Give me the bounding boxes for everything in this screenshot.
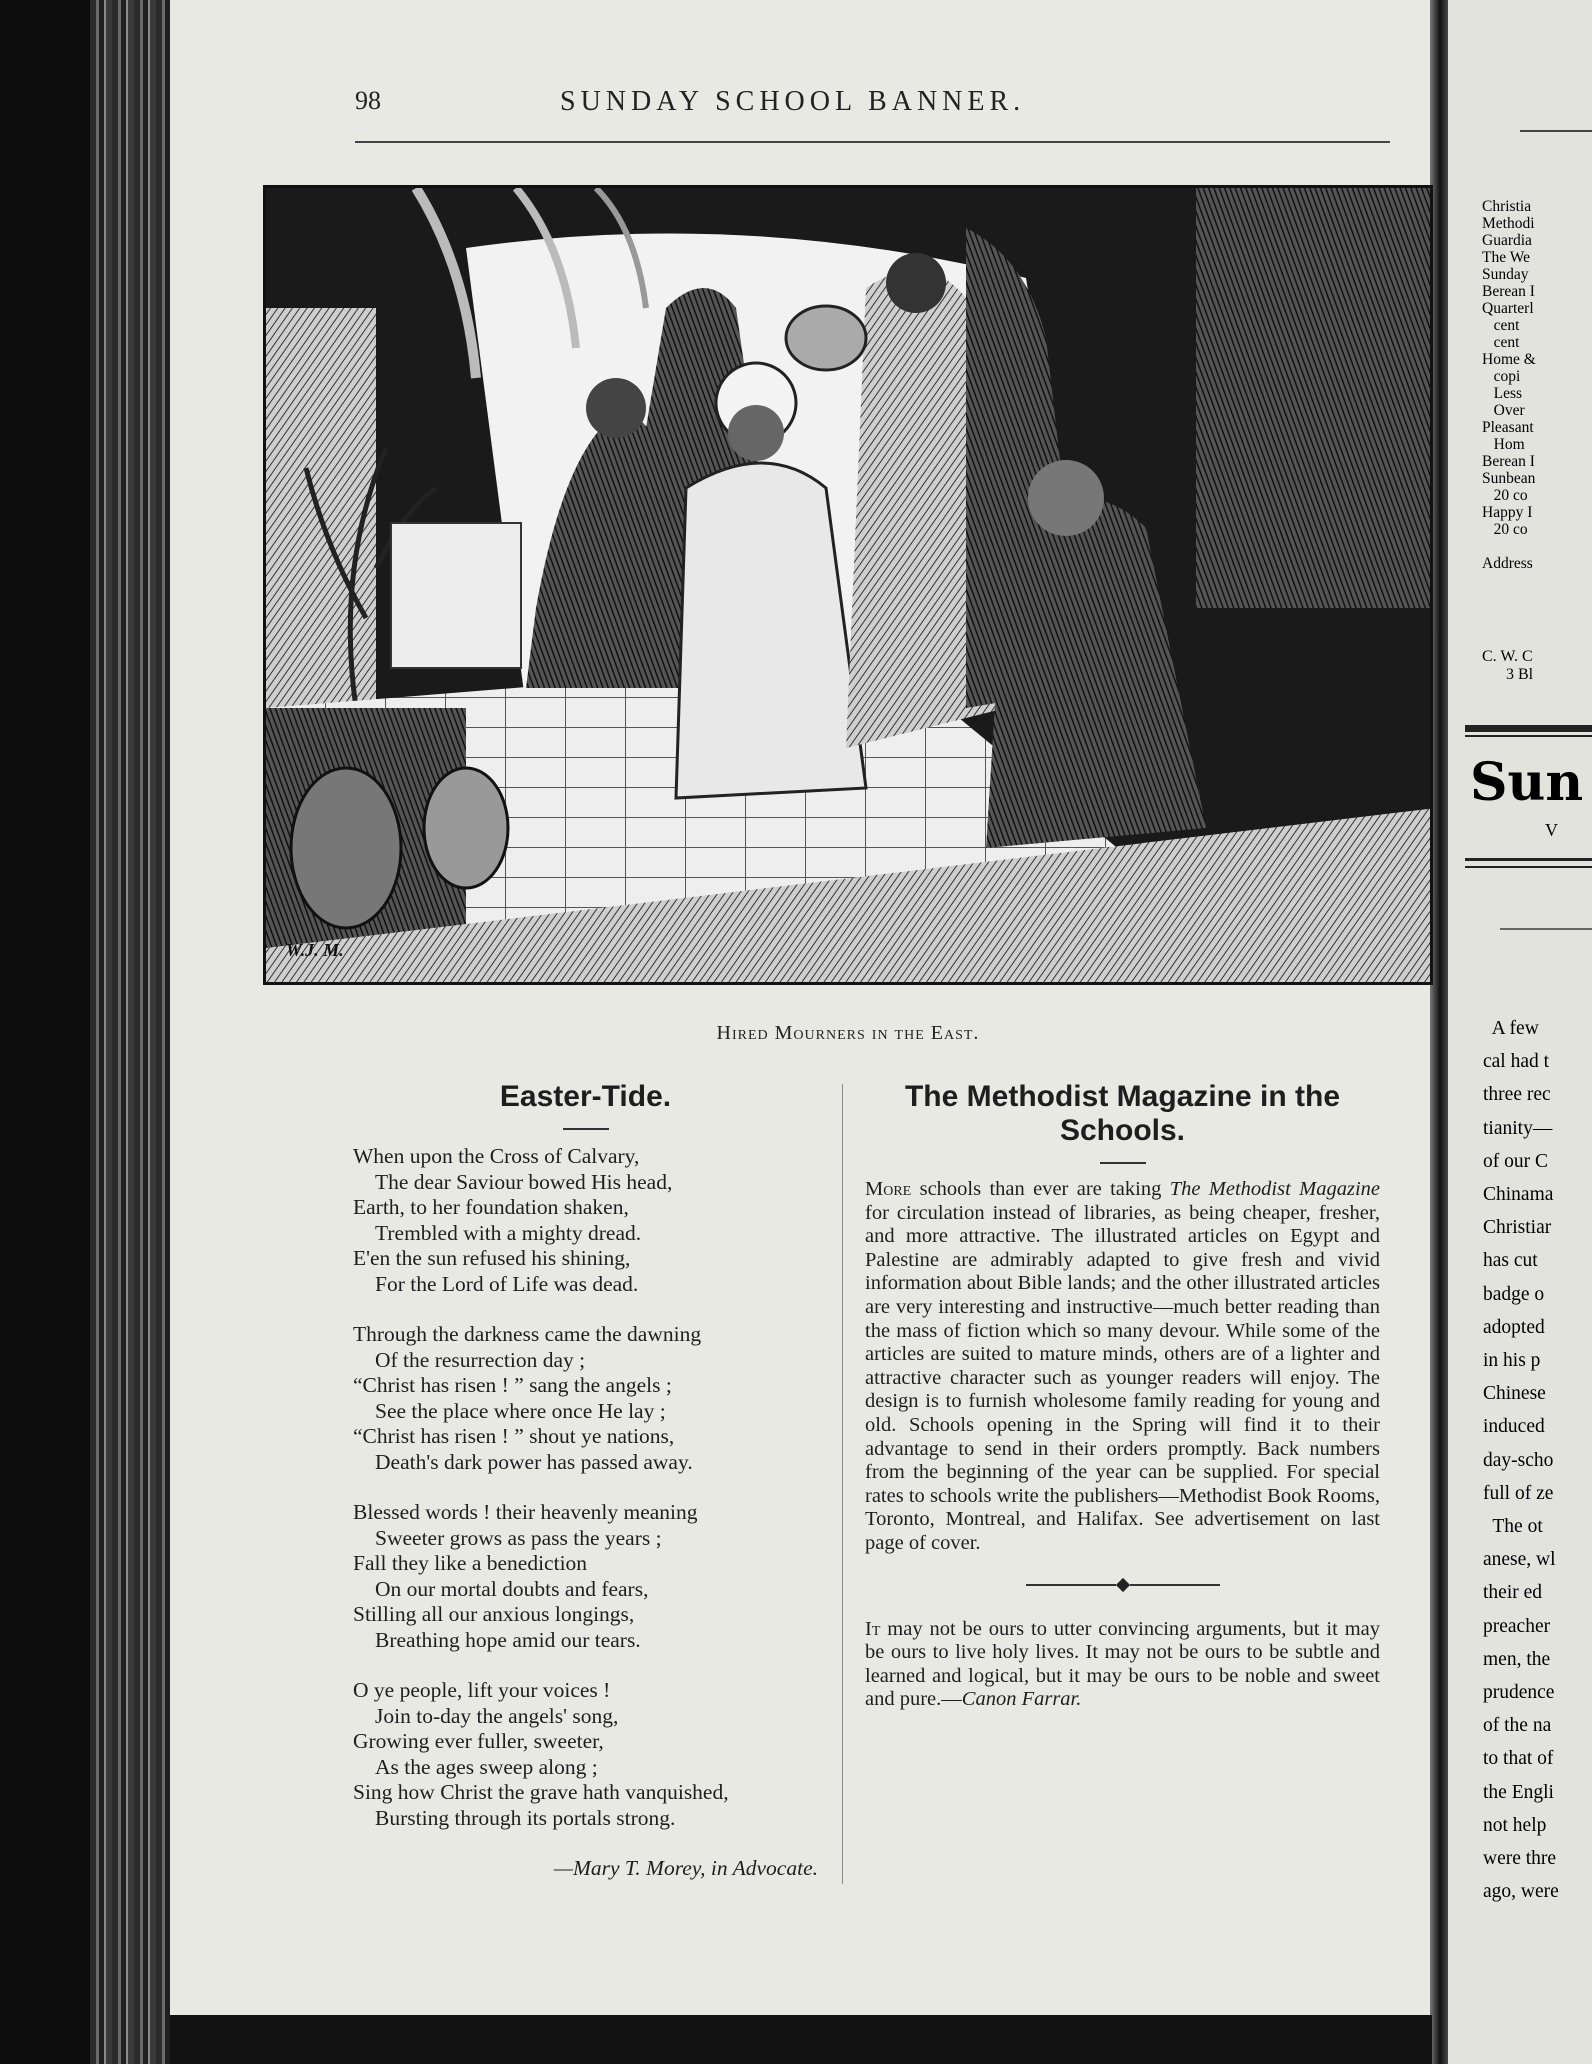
poem-stanza	[353, 1500, 818, 1653]
poem-line: For the Lord of Life was dead.	[375, 1271, 639, 1296]
poem-line: See the place where once He lay ;	[375, 1398, 666, 1423]
engraving-illustration	[263, 185, 1433, 985]
article-body: More schools than ever are taking The Methodist Magazine for circulation instead of libraries, as being cheaper, fresher, and more attractive. The illustrated articles on Egypt and Palestine are admirably adapted to give fresh and vivid information about Bible lands; and the other illustrated articles are very interesting and instructive—much better reading than the mass of fiction which so many devour. While some of the articles are suited to mature minds, others are of a lighter and attractive character such as younger readers will enjoy. The design is to furnish wholesome family reading for young and old. Schools opening in the Spring will find it to their advantage to send in their orders promptly. Back numbers from the beginning of the year can be supplied. For special rates to schools write the publishers—Methodist Book Rooms, Toronto, Montreal, and Halifax. See advertisement on last page of cover.	[865, 1178, 1380, 1554]
poem-line: Stilling all our anxious longings,	[353, 1602, 635, 1626]
methodist-magazine-article	[865, 1080, 1380, 1712]
poem-stanza	[353, 1322, 818, 1475]
poem-line: As the ages sweep along ;	[375, 1754, 598, 1779]
poem-body	[353, 1144, 818, 1831]
book-spine	[90, 0, 170, 2064]
column-divider	[842, 1084, 843, 1884]
mourners-engraving	[266, 188, 1433, 985]
poem-line: Growing ever fuller, sweeter,	[353, 1729, 604, 1753]
bottom-shadow	[170, 2015, 1432, 2064]
masthead-rule-bottom-thin	[1465, 866, 1592, 868]
right-page-header-rule	[1520, 130, 1592, 132]
right-page-section-rule	[1500, 928, 1592, 930]
poem-line: Fall they like a benediction	[353, 1551, 588, 1575]
farrar-quote: It may not be ours to utter convincing arguments, but it may be ours to live holy lives. It may not be ours to be subtle and learned and logical, but it may be ours to be noble and sweet and pure.—Canon Farrar.	[865, 1617, 1380, 1711]
poem-stanza	[353, 1144, 818, 1297]
poem-line: Join to-day the angels' song,	[375, 1703, 619, 1728]
right-page-masthead: Sun	[1470, 752, 1584, 813]
poem-line: Breathing hope amid our tears.	[375, 1627, 641, 1652]
poem-line: Death's dark power has passed away.	[375, 1449, 693, 1474]
poem-line: When upon the Cross of Calvary,	[353, 1144, 640, 1168]
poem-stanza	[353, 1678, 818, 1831]
masthead-rule-top	[1465, 725, 1592, 732]
masthead-rule-bottom	[1465, 858, 1592, 861]
title-rule	[1100, 1162, 1146, 1164]
running-head: SUNDAY SCHOOL BANNER.	[560, 86, 1026, 117]
poem-line: Of the resurrection day ;	[375, 1347, 586, 1372]
masthead-rule-top-thin	[1465, 735, 1592, 737]
poem-line: “Christ has risen ! ” shout ye nations,	[353, 1424, 675, 1448]
right-page-text-column: A few cal had t three rec tianity— of our C Chinama Christiar has cut badge o adopted in his p Chinese induced day-scho full of ze The ot anese, wl their ed preacher men, the prudence of the na to that of the Engli not help were thre ago, were	[1483, 1018, 1559, 1903]
engraver-signature: W.J. M.	[286, 940, 344, 960]
page-number: 98	[355, 86, 381, 115]
poem-line: Trembled with a mighty dread.	[375, 1220, 642, 1245]
poem-line: E'en the sun refused his shining,	[353, 1246, 631, 1270]
poem-line: Sweeter grows as pass the years ;	[375, 1525, 662, 1550]
poem-line: Bursting through its portals strong.	[375, 1805, 676, 1830]
header-rule	[355, 141, 1390, 143]
poem-line: On our mortal doubts and fears,	[375, 1576, 649, 1601]
poem-line: Earth, to her foundation shaken,	[353, 1195, 629, 1219]
poem-attribution: —Mary T. Morey, in Advocate.	[553, 1856, 818, 1880]
section-ornament	[865, 1580, 1380, 1590]
article-title: The Methodist Magazine in the Schools.	[904, 1080, 1340, 1147]
illustration-caption: Hired Mourners in the East.	[716, 1022, 980, 1044]
poem-line: “Christ has risen ! ” sang the angels ;	[353, 1373, 672, 1397]
poem-line: O ye people, lift your voices !	[353, 1678, 611, 1702]
right-page-price-list: Christia Methodi Guardia The We Sunday Berean I Quarterl cent cent Home & copi Less Over Pleasant Hom Berean I Sunbean 20 co Happy I 20 co Address	[1482, 198, 1536, 572]
page-gutter	[1430, 0, 1450, 2064]
poem-line: The dear Saviour bowed His head,	[375, 1169, 673, 1194]
right-page-masthead-sub: V	[1545, 820, 1558, 840]
right-page-address: C. W. C 3 Bl	[1482, 648, 1534, 683]
poem-title: Easter-Tide.	[499, 1080, 672, 1113]
poem-line: Through the darkness came the dawning	[353, 1322, 702, 1346]
poem-line: Sing how Christ the grave hath vanquished,	[353, 1780, 729, 1804]
poem-line: Blessed words ! their heavenly meaning	[353, 1500, 698, 1524]
easter-tide-article	[353, 1080, 818, 1881]
title-rule	[563, 1128, 609, 1130]
